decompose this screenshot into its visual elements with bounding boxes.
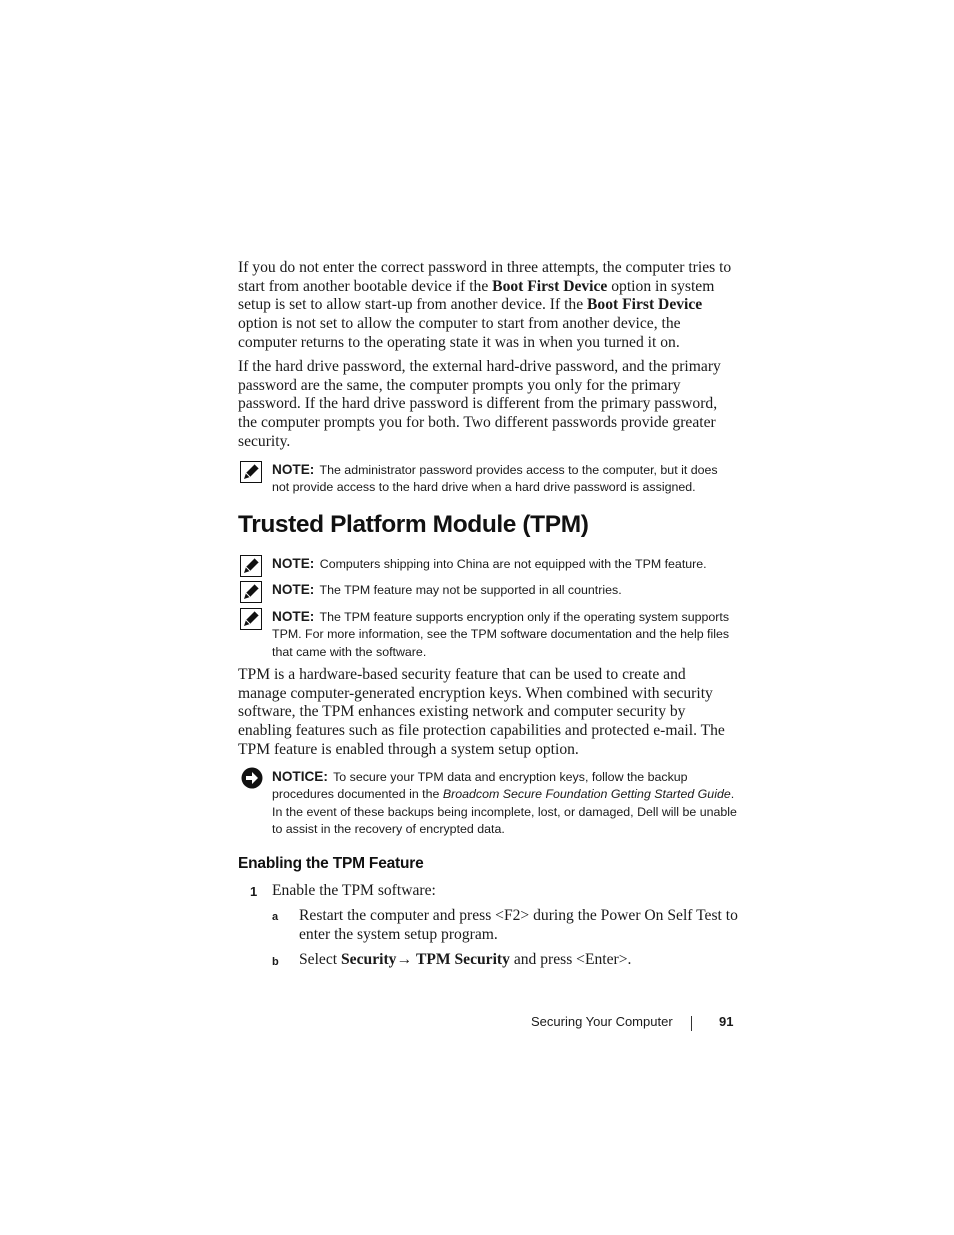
pencil-note-icon [240, 461, 262, 483]
note-text [272, 555, 738, 573]
menu-tpm-security: TPM Security [415, 951, 510, 968]
notice-arrow-icon [241, 767, 263, 789]
note-encryption [238, 608, 738, 662]
intro-p1-text-d: option is not set to allow the computer to start from another device, the computer returns to the operating state it was in when you turned it on. [238, 315, 681, 351]
boot-first-device-term: Boot First Device [587, 296, 703, 314]
intro-paragraph-1 [238, 259, 738, 353]
intro-paragraph-2: If the hard drive password, the external hard-drive password, and the primary password are the same, the computer prompts you only for the primary password. If the hard drive password is different from the primary password, the computer prompts you for both. Two different passwords provide greater security. [238, 358, 721, 450]
note-china [238, 555, 738, 575]
section-title: Trusted Platform Module (TPM) [238, 511, 589, 538]
note-label: NOTE: [272, 582, 315, 597]
note-body: The administrator password provides access to the computer, but it does not provide access to the hard drive when a hard drive password is assigned. [272, 463, 718, 495]
note-label: NOTE: [272, 556, 315, 571]
step-a-text: Restart the computer and press <F2> during the Power On Self Test to enter the system setup program. [299, 907, 738, 943]
pencil-note-icon [240, 581, 262, 603]
intro-p1-text-a: If you do not enter the correct password in three attempts, the computer tries to start from another bootable device if the [238, 259, 732, 295]
step-b-text [299, 951, 738, 970]
subsection-title: Enabling the TPM Feature [238, 855, 424, 872]
intro-p1-text-c: option in system setup is set to allow start-up from another device. If the [238, 277, 715, 314]
arrow-glyph: → [396, 951, 416, 968]
page-number: 91 [719, 1014, 734, 1029]
notice-body-b: . In the event of these backups being incomplete, lost, or damaged, Dell will be unable to assist in the recovery of encrypted data. [272, 787, 737, 836]
step-b-pre: Select [299, 951, 341, 968]
footer-divider [691, 1016, 692, 1031]
note-text [272, 581, 738, 599]
boot-first-device-term: Boot First Device [492, 277, 608, 295]
note-text [272, 461, 738, 497]
note-countries [238, 581, 738, 601]
note-admin-password [238, 461, 738, 497]
notice-body-a: To secure your TPM data and encryption keys, follow the backup procedures documented in the [272, 770, 688, 802]
step-number: 1 [250, 884, 258, 899]
note-label: NOTE: [272, 462, 315, 477]
substep-letter: b [272, 956, 279, 968]
note-body: Computers shipping into China are not equipped with the TPM feature. [319, 557, 707, 571]
note-body: The TPM feature may not be supported in all countries. [319, 583, 622, 597]
note-text [272, 608, 738, 661]
substep-letter: a [272, 911, 279, 923]
guide-title: Broadcom Secure Foundation Getting Started Guide [442, 787, 731, 802]
notice-label: NOTICE: [272, 769, 328, 784]
menu-security: Security [341, 951, 397, 968]
notice-backup [238, 768, 738, 840]
note-body: The TPM feature supports encryption only if the operating system supports TPM. For more information, see the TPM software documentation and the help files that came with the software. [272, 610, 730, 659]
pencil-note-icon [240, 555, 262, 577]
step-1-text: Enable the TPM software: [272, 882, 436, 899]
note-label: NOTE: [272, 609, 315, 624]
pencil-note-icon [240, 608, 262, 630]
step-b-post: and press <Enter>. [509, 951, 632, 968]
notice-text [272, 768, 738, 838]
tpm-description: TPM is a hardware-based security feature that can be used to create and manage computer-generated encryption keys. When combined with security software, the TPM enhances existing network and computer security by enabling features such as file protection capabilities and protected e-mail. The TPM feature is enabled through a system setup option. [238, 666, 725, 758]
footer-section-name: Securing Your Computer [531, 1014, 673, 1029]
